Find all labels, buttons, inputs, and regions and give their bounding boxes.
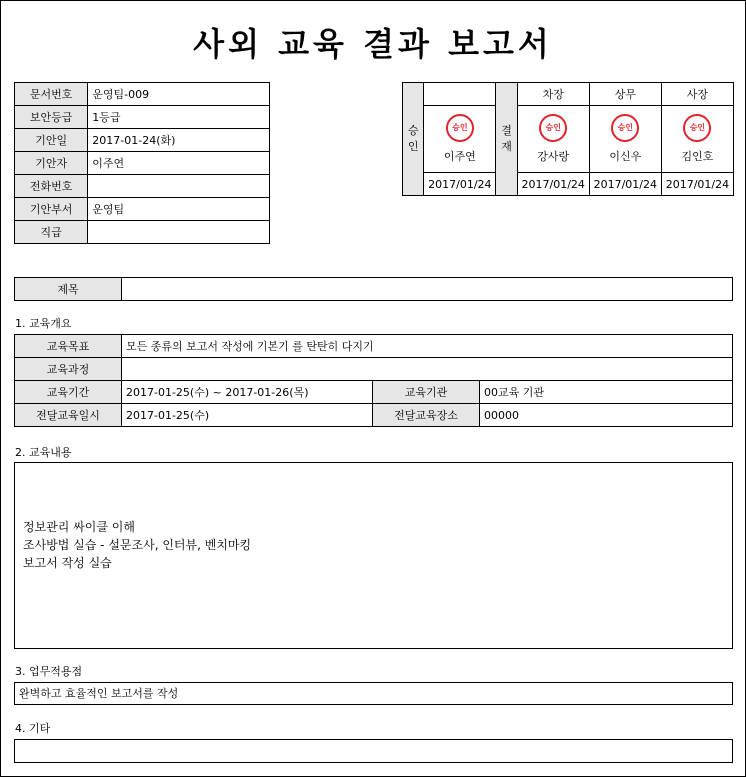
content-box [14,462,733,649]
overview-table [14,334,733,427]
drafter-value: 이주연 [88,152,270,175]
table-row [15,358,733,381]
transfer-date-value: 2017-01-25(수) [122,404,373,427]
rank-label: 직급 [15,221,88,244]
phone-label: 전화번호 [15,175,88,198]
approval-date: 2017/01/24 [517,173,589,196]
approval-stamp-icon: 승인 [446,114,474,142]
period-value: 2017-01-25(수) ~ 2017-01-26(목) [122,381,373,404]
approval-stamp-icon: 승인 [611,114,639,142]
approval-date: 2017/01/24 [424,173,496,196]
transfer-place-label: 전달교육장소 [373,404,480,427]
security-level-value: 1등급 [88,106,270,129]
application-value: 완벽하고 효율적인 보고서를 작성 [19,687,179,700]
other-box [14,739,733,763]
department-label: 기안부서 [15,198,88,221]
signer-name: 이신우 [609,150,642,163]
position-3: 사장 [661,83,733,106]
approval-stamp-icon: 승인 [683,114,711,142]
approve-position [424,83,496,106]
decision-side-label: 결 재 [496,83,517,196]
doc-number-label: 문서번호 [15,83,88,106]
application-heading: 3. 업무적용점 [15,665,83,678]
table-row [15,198,270,221]
table-row [15,129,270,152]
signature-cell [517,106,589,173]
draft-date-value: 2017-01-24(화) [88,129,270,152]
transfer-place-value: 00000 [480,404,733,427]
application-box [14,682,733,705]
subject-table [14,277,733,301]
content-heading: 2. 교육내용 [15,446,72,459]
doc-info-table [14,82,270,244]
signer-name: 이주연 [443,150,476,163]
table-row [15,175,270,198]
course-label: 교육과정 [15,358,122,381]
security-level-label: 보안등급 [15,106,88,129]
table-row [15,278,733,301]
approval-date: 2017/01/24 [589,173,661,196]
signer-name: 강사랑 [537,150,570,163]
approval-table [402,82,734,196]
approval-stamp-icon: 승인 [539,114,567,142]
course-value [122,358,733,381]
approval-date: 2017/01/24 [661,173,733,196]
institution-value: 00교육 기관 [480,381,733,404]
signature-cell [661,106,733,173]
approve-side-label: 승 인 [403,83,424,196]
table-row [403,83,734,106]
table-row [403,106,734,173]
doc-number-value: 운영팀-009 [88,83,270,106]
table-row [15,106,270,129]
position-1: 차장 [517,83,589,106]
table-row [15,335,733,358]
table-row [15,83,270,106]
period-label: 교육기간 [15,381,122,404]
goal-label: 교육목표 [15,335,122,358]
other-heading: 4. 기타 [15,722,51,735]
position-2: 상무 [589,83,661,106]
goal-value: 모든 종류의 보고서 작성에 기본기 를 탄탄히 다지기 [122,335,733,358]
table-row [15,381,733,404]
subject-value [122,278,733,301]
table-row [15,404,733,427]
table-row [15,152,270,175]
table-row [403,173,734,196]
table-row [15,221,270,244]
rank-value [88,221,270,244]
signature-cell [424,106,496,173]
signer-name: 김인호 [681,150,714,163]
transfer-date-label: 전달교육일시 [15,404,122,427]
signature-cell [589,106,661,173]
drafter-label: 기안자 [15,152,88,175]
content-lines [15,463,732,572]
content-line: 조사방법 실습 - 설문조사, 인터뷰, 벤치마킹 [23,538,252,552]
subject-label: 제목 [15,278,122,301]
draft-date-label: 기안일 [15,129,88,152]
institution-label: 교육기관 [373,381,480,404]
content-line: 보고서 작성 실습 [23,556,112,570]
phone-value [88,175,270,198]
department-value: 운영팀 [88,198,270,221]
page-title: 사외 교육 결과 보고서 [193,25,553,63]
overview-heading: 1. 교육개요 [15,317,72,330]
content-line: 정보관리 싸이클 이해 [23,520,135,534]
